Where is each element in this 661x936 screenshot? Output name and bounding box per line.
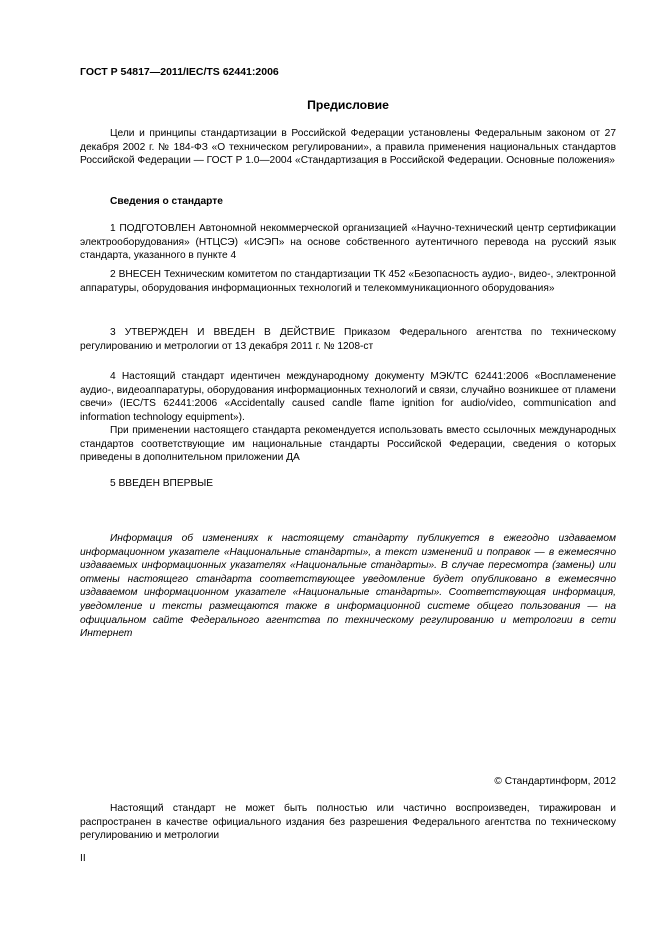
document-header: ГОСТ Р 54817—2011/IEC/TS 62441:2006 (80, 66, 279, 78)
amendments-info: Информация об изменениях к настоящему стандарту публикуется в ежегодно издаваемом информационном указателе «Национальные стандарты», а текст изменений и поправок — в ежемесячно издаваемых информационных указателях «Национальные стандарты». В случае пересмотра (замены) или отмены настоящего стандарта соответствующее уведомление будет опубликовано в ежемесячно издаваемом информационном указателе «Национальные стандарты». Соответствующая информация, уведомление и тексты размещаются также в информационной системе общего пользования — на официальном сайте Федерального агентства по техническому регулированию и метрологии в сети Интернет (80, 533, 616, 640)
intro-paragraph: Цели и принципы стандартизации в Российской Федерации установлены Федеральным законом от 27 декабря 2002 г. № 184-ФЗ «О техническом регулировании», а правила применения национальных стандартов Российской Федерации — ГОСТ Р 1.0—2004 «Стандартизация в Российской Федерации. Основные положения» (80, 128, 616, 167)
item-4-note: При применении настоящего стандарта рекомендуется использовать вместо ссылочных международных стандартов соответствующие им национальные стандарты Российской Федерации, сведения о которых приведены в дополнительном приложении ДА (80, 425, 616, 464)
item-1: 1 ПОДГОТОВЛЕН Автономной некоммерческой организацией «Научно-технический центр сертификации электрооборудования» (НТЦСЭ) «ИСЭП» на основе собственного аутентичного перевода на русский язык стандарта, указанного в пункте 4 (80, 223, 616, 262)
page-number: II (80, 853, 86, 864)
copyright: © Стандартинформ, 2012 (494, 776, 616, 787)
item-2: 2 ВНЕСЕН Техническим комитетом по стандартизации ТК 452 «Безопасность аудио-, видео-, электронной аппаратуры, оборудования информационных технологий и телекоммуникационного оборудования» (80, 269, 616, 294)
section-heading: Сведения о стандарте (110, 196, 223, 207)
item-3: 3 УТВЕРЖДЕН И ВВЕДЕН В ДЕЙСТВИЕ Приказом Федерального агентства по техническому регулированию и метрологии от 13 декабря 2011 г. № 1208-ст (80, 327, 616, 352)
item-4: 4 Настоящий стандарт идентичен международному документу МЭК/ТС 62441:2006 «Воспламенение аудио-, видеоаппаратуры, оборудования информационных технологий и связи, случайно возникшее от пламени свечи» (IEC/TS 62441:2006 «Accidentally caused candle flame ignition for audio/video, communication and information technology equipment»). (80, 371, 616, 423)
page-title: Предисловие (307, 98, 389, 112)
reproduction-notice: Настоящий стандарт не может быть полностью или частично воспроизведен, тиражирован и распространен в качестве официального издания без разрешения Федерального агентства по техническому регулированию и метрологии (80, 803, 616, 842)
item-5: 5 ВВЕДЕН ВПЕРВЫЕ (110, 478, 214, 489)
